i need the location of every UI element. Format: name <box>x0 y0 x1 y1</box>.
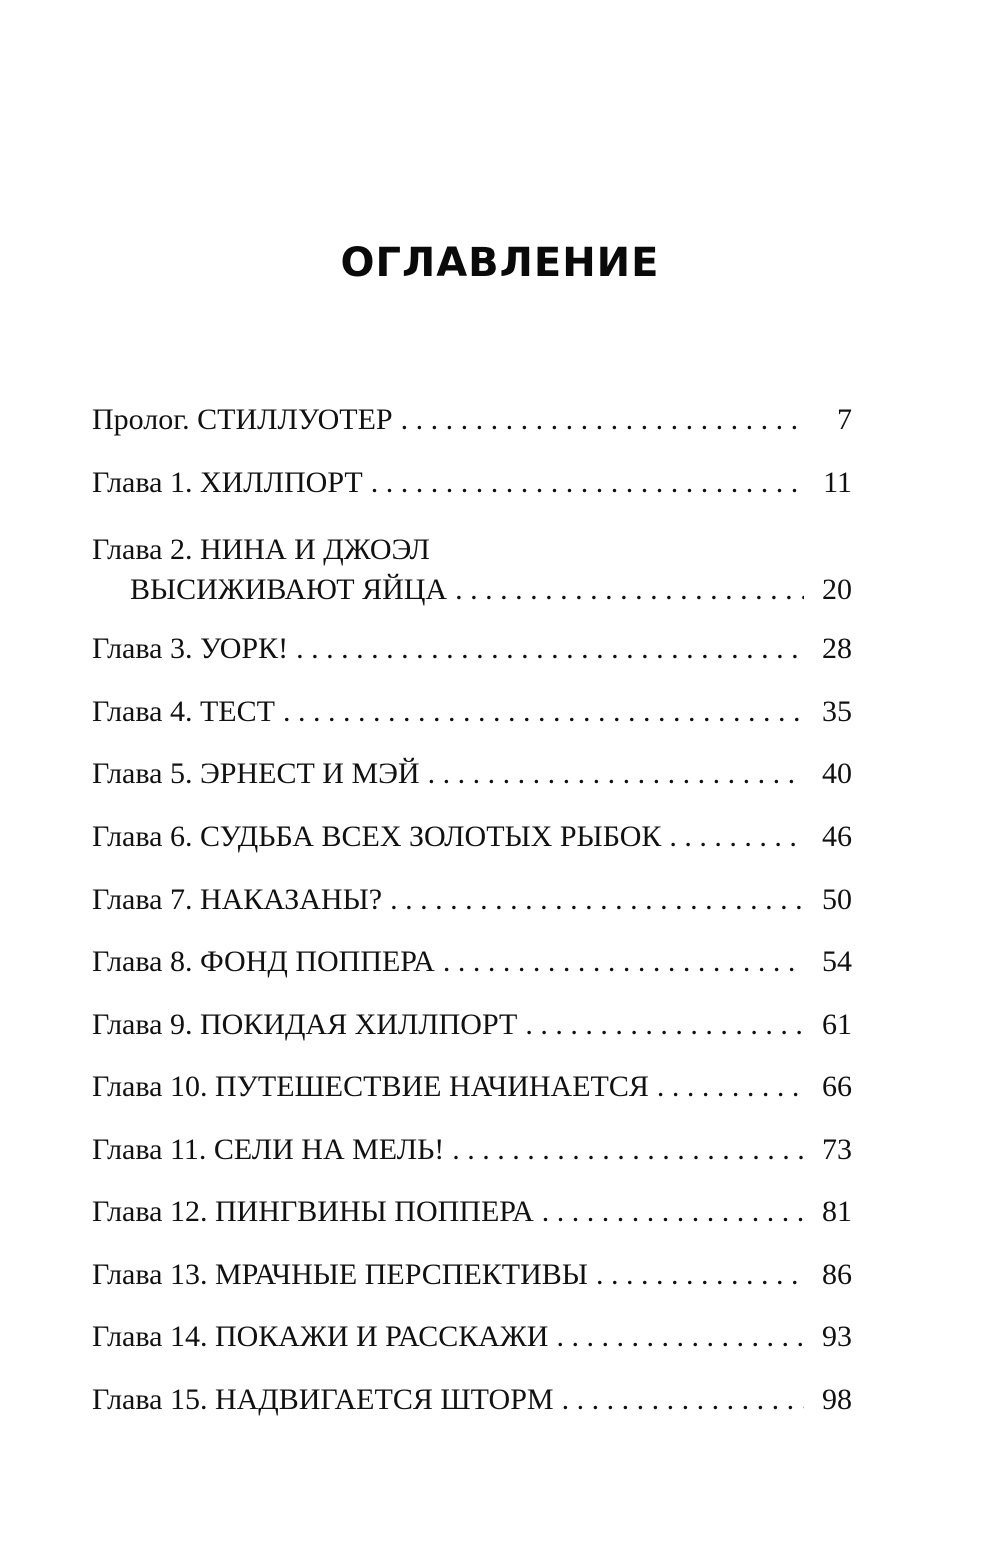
toc-entry-chapter-2 <box>92 530 852 610</box>
page-number: 98 <box>822 1383 852 1416</box>
entry-label: Глава 1. ХИЛЛПОРТ <box>92 466 363 499</box>
entry-label: Глава 4. ТЕСТ <box>92 695 275 728</box>
dot-leader <box>669 817 804 857</box>
page-number: 20 <box>822 573 852 606</box>
page-number: 66 <box>822 1070 852 1103</box>
page-number: 28 <box>822 632 852 665</box>
entry-label: Глава 9. ПОКИДАЯ ХИЛЛПОРТ <box>92 1008 518 1041</box>
dot-leader <box>443 942 804 982</box>
entry-label: Пролог. СТИЛЛУОТЕР <box>92 403 393 436</box>
entry-label: Глава 7. НАКАЗАНЫ? <box>92 883 383 916</box>
dot-leader <box>428 754 804 794</box>
page-number: 54 <box>822 945 852 978</box>
toc-entry-chapter-15 <box>92 1380 852 1420</box>
dot-leader <box>283 692 804 732</box>
dot-leader <box>401 400 804 440</box>
entry-label: Глава 15. НАДВИГАЕТСЯ ШТОРМ <box>92 1383 554 1416</box>
entry-label: Глава 6. СУДЬБА ВСЕХ ЗОЛОТЫХ РЫБОК <box>92 820 662 853</box>
toc-entry-chapter-3 <box>92 629 852 669</box>
dot-leader <box>596 1255 804 1295</box>
dot-leader <box>452 1130 804 1170</box>
dot-leader <box>525 1005 804 1045</box>
page-number: 93 <box>822 1320 852 1353</box>
dot-leader <box>455 570 804 610</box>
entry-label: Глава 13. МРАЧНЫЕ ПЕРСПЕКТИВЫ <box>92 1258 588 1291</box>
toc-entry-chapter-1 <box>92 463 852 503</box>
toc-entry-chapter-11 <box>92 1130 852 1170</box>
page-number: 11 <box>823 466 852 499</box>
entry-label: Глава 12. ПИНГВИНЫ ПОППЕРА <box>92 1195 534 1228</box>
page-number: 35 <box>822 695 852 728</box>
entry-label: Глава 14. ПОКАЖИ И РАССКАЖИ <box>92 1320 549 1353</box>
page-number: 81 <box>822 1195 852 1228</box>
toc-entry-chapter-5 <box>92 754 852 794</box>
page-number: 7 <box>837 403 852 436</box>
toc-entry-chapter-13 <box>92 1255 852 1295</box>
toc-entry-chapter-7 <box>92 880 852 920</box>
entry-label: Глава 8. ФОНД ПОППЕРА <box>92 945 435 978</box>
toc-entry-prologue <box>92 400 852 440</box>
page-number: 40 <box>822 757 852 790</box>
toc-entry-chapter-14 <box>92 1317 852 1357</box>
page-number: 61 <box>822 1008 852 1041</box>
entry-label: Глава 3. УОРК! <box>92 632 289 665</box>
page-number: 73 <box>822 1133 852 1166</box>
toc-entry-chapter-9 <box>92 1005 852 1045</box>
toc-entry-chapter-10 <box>92 1067 852 1107</box>
toc-entry-chapter-12 <box>92 1192 852 1232</box>
dot-leader <box>390 880 804 920</box>
entry-label-continued: ВЫСИЖИВАЮТ ЯЙЦА <box>130 573 448 606</box>
entry-label: Глава 5. ЭРНЕСТ И МЭЙ <box>92 757 420 790</box>
entry-label: Глава 2. НИНА И ДЖОЭЛ <box>92 533 430 566</box>
toc-entry-chapter-8 <box>92 942 852 982</box>
toc-entry-chapter-4 <box>92 692 852 732</box>
toc-entry-chapter-6 <box>92 817 852 857</box>
dot-leader <box>296 629 804 669</box>
dot-leader <box>562 1380 804 1420</box>
page-title: ОГЛАВЛЕНИЕ <box>340 240 660 286</box>
page-number: 50 <box>822 883 852 916</box>
dot-leader <box>657 1067 804 1107</box>
dot-leader <box>371 463 804 503</box>
page-number: 86 <box>822 1258 852 1291</box>
page-number: 46 <box>822 820 852 853</box>
dot-leader <box>542 1192 804 1232</box>
dot-leader <box>556 1317 804 1357</box>
entry-label: Глава 11. СЕЛИ НА МЕЛЬ! <box>92 1133 445 1166</box>
entry-label: Глава 10. ПУТЕШЕСТВИЕ НАЧИНАЕТСЯ <box>92 1070 649 1103</box>
